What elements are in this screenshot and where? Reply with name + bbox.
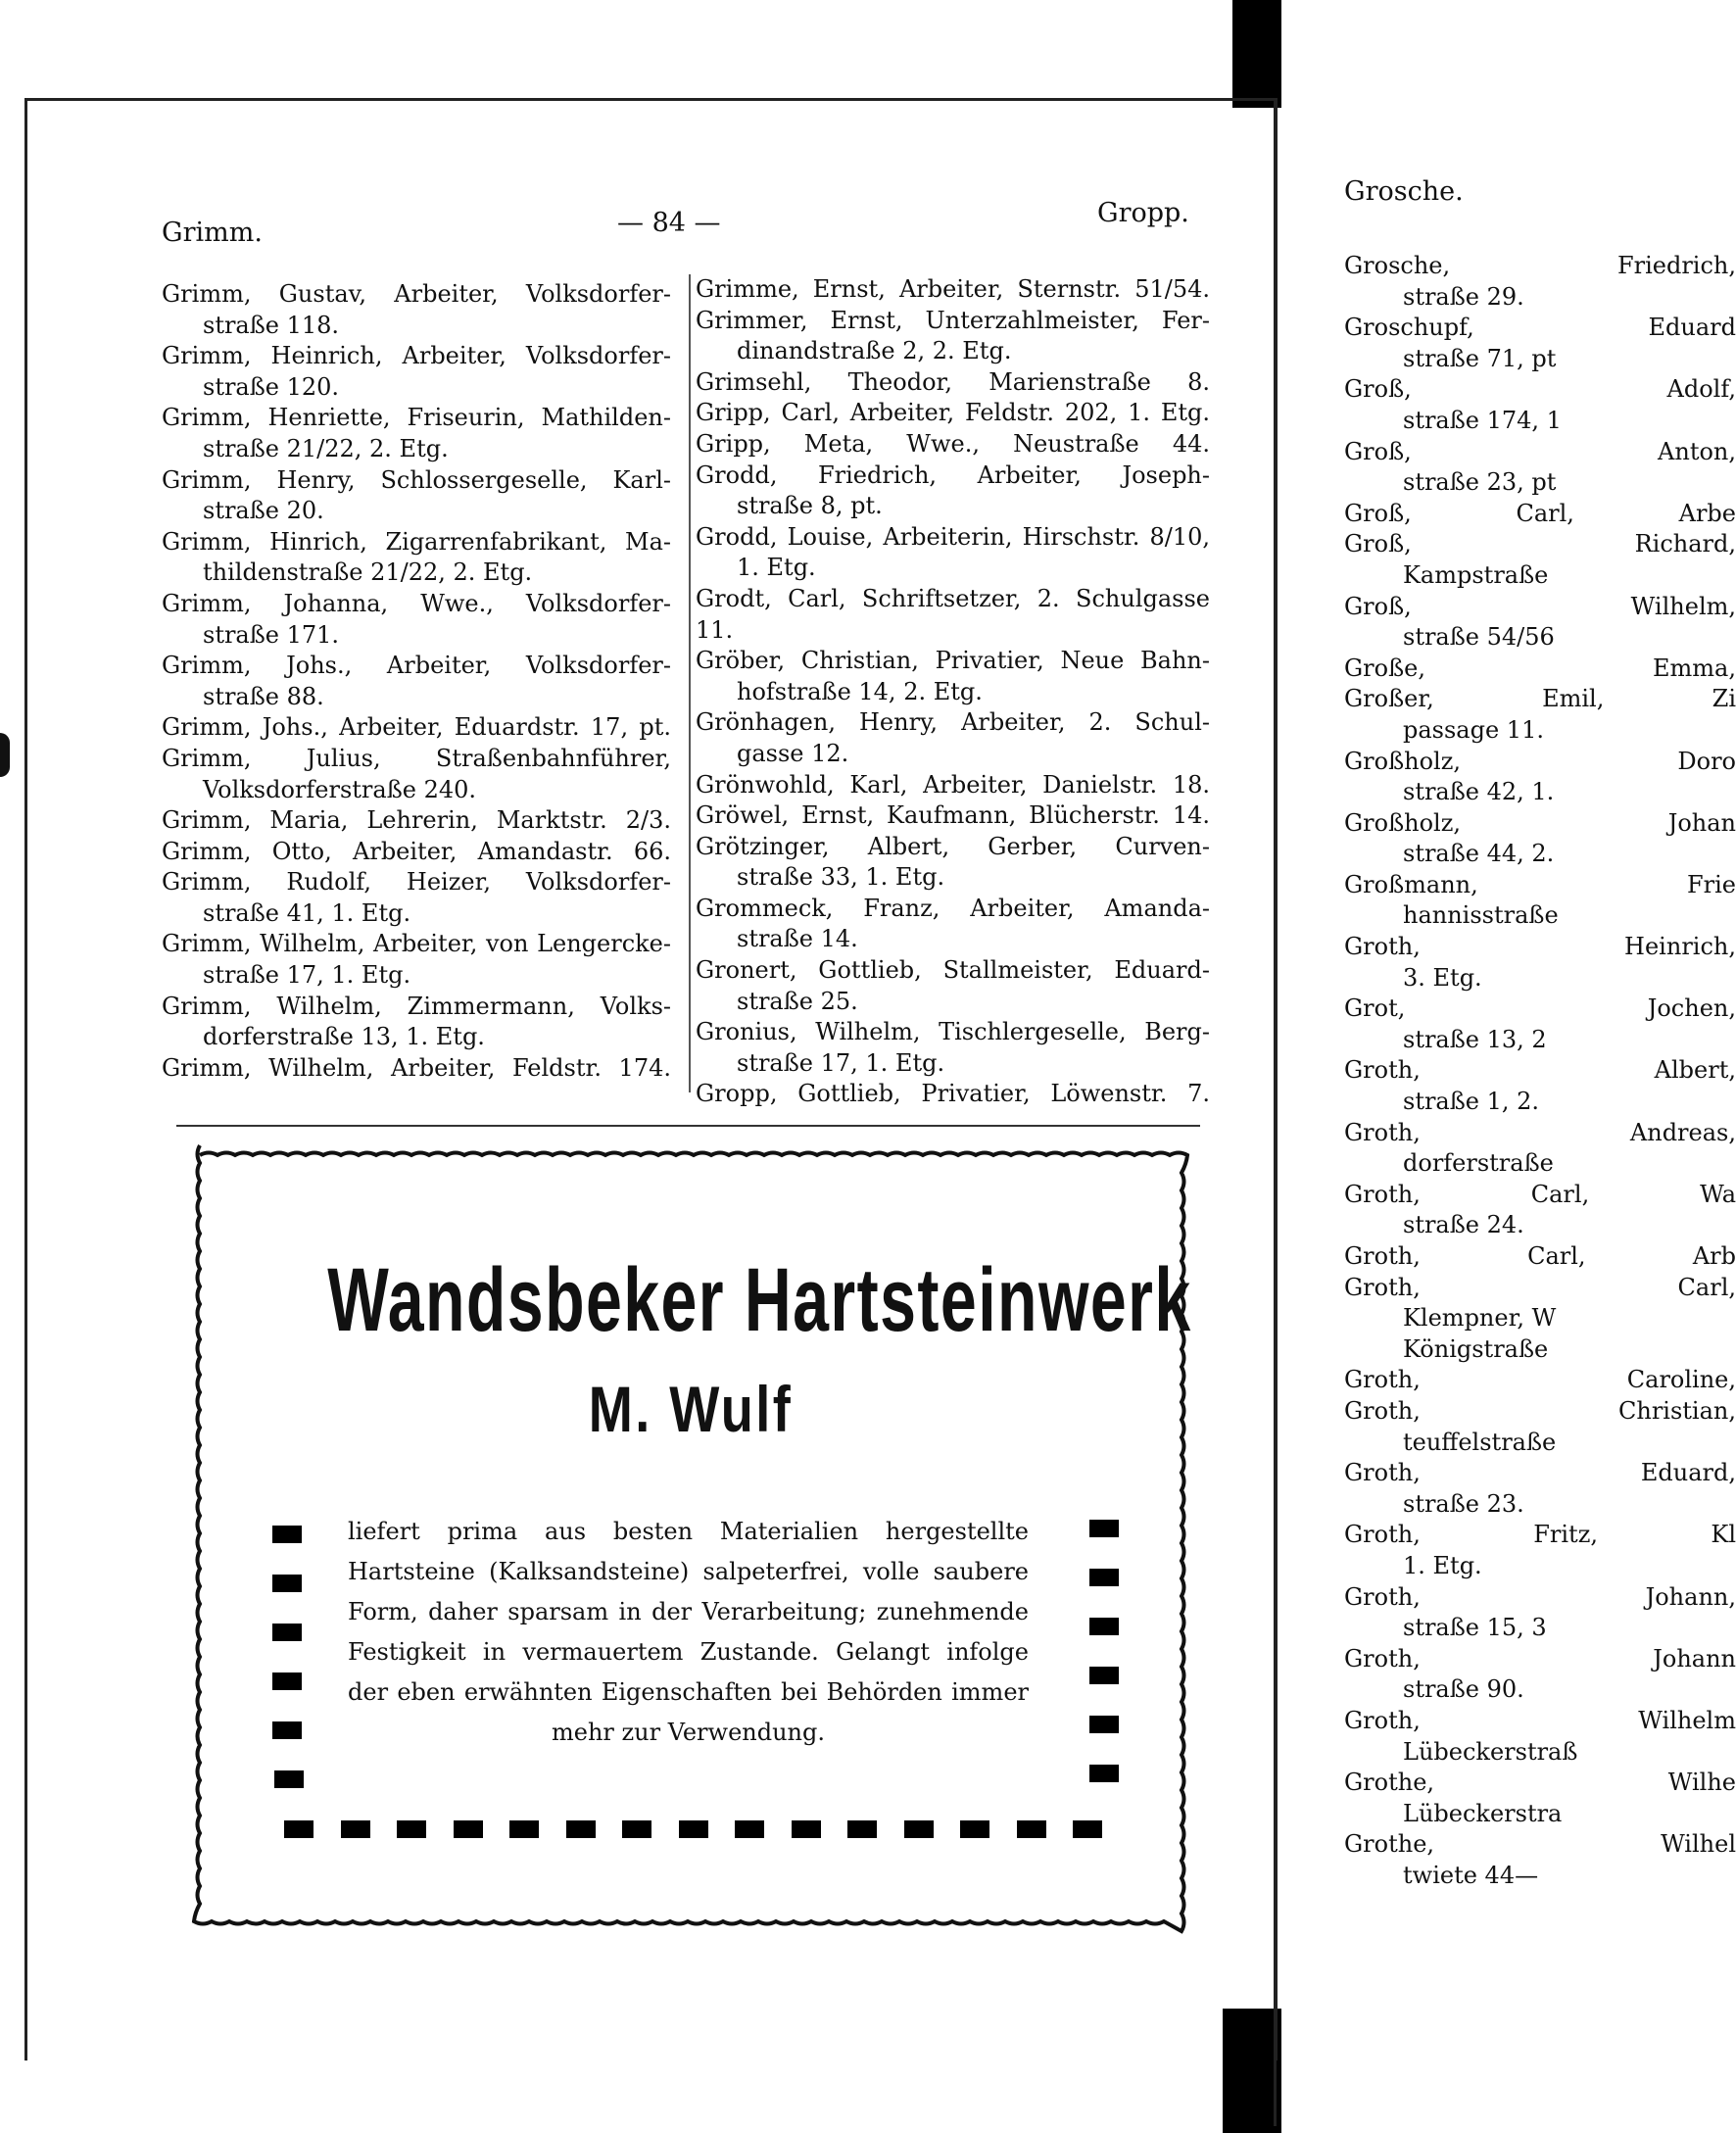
ad-title: Wandsbeker Hartsteinwerk xyxy=(327,1250,1192,1350)
entry-address-line: hofstraße 14, 2. Etg. xyxy=(737,677,983,705)
directory-entry xyxy=(1344,1365,1736,1396)
directory-entry xyxy=(696,832,1210,894)
directory-entry xyxy=(1344,1458,1736,1520)
entry-name-line: Groß, Richard, xyxy=(1344,530,1736,558)
entry-name-line: Grötzinger, Albert, Gerber, Curven- xyxy=(696,832,1210,860)
entry-name-line: Groth, Carl, xyxy=(1344,1273,1736,1301)
entry-name-line: Grönhagen, Henry, Arbeiter, 2. Schul- xyxy=(696,708,1210,737)
directory-column-right-partial xyxy=(1344,251,1736,1891)
entry-name-line: Großer, Emil, Zi xyxy=(1344,685,1736,713)
entry-name-line: Groth, Eduard, xyxy=(1344,1459,1736,1487)
entry-address-line: Volksdorferstraße 240. xyxy=(203,775,476,803)
entry-address-line: teuffelstraße xyxy=(1403,1428,1557,1456)
page-number: — 84 — xyxy=(617,208,721,238)
directory-entry xyxy=(1344,870,1736,932)
entry-name-line: Grimm, Heinrich, Arbeiter, Volksdorfer- xyxy=(162,342,671,370)
entry-name-line: Groth, Carl, Wa xyxy=(1344,1180,1736,1208)
directory-entry xyxy=(1344,1644,1736,1706)
ad-dash-square xyxy=(792,1820,821,1838)
directory-entry xyxy=(1344,1055,1736,1117)
section-rule xyxy=(176,1125,1200,1127)
entry-name-line: Gripp, Carl, Arbeiter, Feldstr. 202, 1. Etg. xyxy=(696,399,1210,427)
directory-entry xyxy=(1344,313,1736,374)
entry-address-line: Lübeckerstra xyxy=(1403,1799,1563,1827)
ad-bullet-square xyxy=(1089,1618,1119,1635)
entry-address-line: Königstraße xyxy=(1403,1334,1549,1363)
entry-name-line: Grot, Jochen, xyxy=(1344,994,1736,1023)
entry-name-line: Grimm, Johs., Arbeiter, Eduardstr. 17, pt. xyxy=(162,713,671,742)
directory-entry xyxy=(162,929,671,991)
ad-bullet-square xyxy=(1089,1765,1119,1782)
entry-address-line: straße 71, pt xyxy=(1403,344,1557,372)
ad-owner: M. Wulf xyxy=(588,1373,794,1445)
directory-entry xyxy=(162,1053,671,1085)
ad-dash-square xyxy=(566,1820,596,1838)
entry-address-line: dinandstraße 2, 2. Etg. xyxy=(737,337,1012,365)
directory-entry xyxy=(696,398,1210,429)
ad-dash-square xyxy=(1017,1820,1046,1838)
directory-entry xyxy=(696,646,1210,707)
entry-address-line: straße 41, 1. Etg. xyxy=(203,898,411,927)
ad-bullet-square xyxy=(1089,1667,1119,1684)
directory-entry xyxy=(162,992,671,1053)
ad-dash-square xyxy=(904,1820,934,1838)
directory-entry xyxy=(1344,747,1736,808)
entry-address-line: straße 23, pt xyxy=(1403,468,1557,497)
entry-address-line: straße 171. xyxy=(203,620,340,649)
entry-address-line: straße 118. xyxy=(203,311,340,339)
entry-name-line: Gröber, Christian, Privatier, Neue Bahn- xyxy=(696,647,1210,675)
directory-column-left xyxy=(162,279,671,1084)
entry-address-line: straße 17, 1. Etg. xyxy=(737,1048,945,1077)
entry-name-line: Grimm, Otto, Arbeiter, Amandastr. 66. xyxy=(162,837,671,865)
entry-address-line: straße 90. xyxy=(1403,1675,1524,1704)
entry-name-line: Grimm, Johanna, Wwe., Volksdorfer- xyxy=(162,589,671,617)
entry-name-line: Groth, Heinrich, xyxy=(1344,933,1736,961)
entry-name-line: Grimm, Johs., Arbeiter, Volksdorfer- xyxy=(162,652,671,680)
entry-name-line: Grothe, Wilhel xyxy=(1344,1830,1736,1859)
entry-address-line: straße 20. xyxy=(203,497,324,525)
running-header-right: Gropp. xyxy=(1097,198,1189,228)
ad-body-text: liefert prima aus besten Materialien hergestellte Hartsteine (Kalksandsteine) salpeterfrei, volle saubere Form, daher sparsam in der Verarbeitung; zunehmende Festigkeit in vermauertem Zustande. Gelangt infolge der eben erwähnten Eigenschaften bei Behörden immer mehr zur Verwendung. xyxy=(348,1518,1029,1746)
entry-address-line: straße 14. xyxy=(737,925,858,953)
directory-entry xyxy=(696,707,1210,769)
entry-name-line: Grommeck, Franz, Arbeiter, Amanda- xyxy=(696,894,1210,922)
ad-dash-square xyxy=(847,1820,877,1838)
entry-address-line: straße 24. xyxy=(1403,1211,1524,1239)
entry-name-line: Grimm, Gustav, Arbeiter, Volksdorfer- xyxy=(162,280,671,308)
directory-entry xyxy=(696,770,1210,801)
entry-address-line: straße 120. xyxy=(203,372,340,401)
entry-name-line: Groth, Fritz, Kl xyxy=(1344,1521,1736,1549)
directory-entry xyxy=(696,274,1210,306)
entry-address-line: dorferstraße 13, 1. Etg. xyxy=(203,1023,485,1051)
directory-entry xyxy=(162,403,671,464)
entry-address-line: straße 33, 1. Etg. xyxy=(737,863,945,892)
directory-entry xyxy=(1344,1582,1736,1644)
entry-name-line: Groth, Johann, xyxy=(1344,1582,1736,1611)
directory-entry xyxy=(162,867,671,929)
directory-entry xyxy=(162,279,671,341)
directory-entry xyxy=(1344,1768,1736,1829)
entry-name-line: Großholz, Doro xyxy=(1344,747,1736,775)
directory-entry xyxy=(1344,1273,1736,1334)
entry-name-line: Großholz, Johan xyxy=(1344,808,1736,837)
entry-name-line: Grimmer, Ernst, Unterzahlmeister, Fer- xyxy=(696,306,1210,334)
entry-address-line: straße 42, 1. xyxy=(1403,778,1555,806)
entry-name-line: Grimm, Wilhelm, Arbeiter, Feldstr. 174. xyxy=(162,1053,671,1082)
entry-address-line: dorferstraße xyxy=(1403,1149,1554,1178)
entry-name-line: Grimm, Henry, Schlossergeselle, Karl- xyxy=(162,465,671,494)
directory-entry xyxy=(1344,437,1736,499)
directory-entry xyxy=(696,894,1210,955)
ad-bullet-square xyxy=(272,1624,302,1641)
entry-name-line: Groß, Wilhelm, xyxy=(1344,592,1736,620)
ad-bullet-square xyxy=(1089,1569,1119,1586)
entry-address-line: straße 15, 3 xyxy=(1403,1614,1547,1642)
entry-address-line: passage 11. xyxy=(1403,715,1544,744)
directory-entry xyxy=(696,955,1210,1017)
entry-name-line: Grimm, Julius, Straßenbahnführer, xyxy=(162,744,671,772)
entry-address-line: hannisstraße xyxy=(1403,901,1559,930)
entry-name-line: Grosche, Friedrich, xyxy=(1344,252,1736,279)
directory-entry xyxy=(696,306,1210,367)
entry-name-line: Groth, Albert, xyxy=(1344,1056,1736,1085)
directory-entry xyxy=(696,522,1210,584)
entry-name-line: Gripp, Meta, Wwe., Neustraße 44. xyxy=(696,429,1210,458)
entry-address-line: straße 88. xyxy=(203,682,324,710)
entry-name-line: Grimm, Henriette, Friseurin, Mathilden- xyxy=(162,404,671,432)
directory-entry xyxy=(1344,684,1736,746)
ad-dash-square xyxy=(1073,1820,1102,1838)
entry-name-line: Grimm, Maria, Lehrerin, Marktstr. 2/3. xyxy=(162,806,671,835)
entry-address-line: straße 174, 1 xyxy=(1403,406,1562,434)
directory-entry xyxy=(1344,654,1736,685)
entry-name-line: Große, Emma, xyxy=(1344,654,1736,682)
entry-name-line: Gronert, Gottlieb, Stallmeister, Eduard- xyxy=(696,956,1210,985)
directory-entry xyxy=(1344,994,1736,1055)
running-header-left: Grimm. xyxy=(162,218,263,248)
directory-entry xyxy=(1344,1520,1736,1581)
ad-bullet-square xyxy=(1089,1520,1119,1537)
ad-dash-square xyxy=(960,1820,989,1838)
ad-dash-square xyxy=(509,1820,539,1838)
directory-entry xyxy=(162,341,671,403)
ad-dash-square xyxy=(284,1820,313,1838)
directory-entry xyxy=(162,527,671,589)
entry-name-line: Grimm, Hinrich, Zigarrenfabrikant, Ma- xyxy=(162,527,671,556)
ad-dash-square xyxy=(679,1820,708,1838)
directory-entry xyxy=(1344,251,1736,313)
entry-address-line: 3. Etg. xyxy=(1403,963,1482,992)
entry-name-line: Grimme, Ernst, Arbeiter, Sternstr. 51/54. xyxy=(696,275,1210,303)
entry-name-line: Grimsehl, Theodor, Marienstraße 8. xyxy=(696,367,1210,396)
entry-address-line: straße 44, 2. xyxy=(1403,840,1555,868)
entry-name-line: Groschupf, Eduard xyxy=(1344,314,1736,342)
directory-entry xyxy=(162,805,671,837)
column-divider xyxy=(689,274,691,1092)
entry-address-line: Lübeckerstraß xyxy=(1403,1737,1578,1766)
entry-name-line: Gröwel, Ernst, Kaufmann, Blücherstr. 14. xyxy=(696,801,1210,830)
directory-entry xyxy=(162,589,671,651)
directory-entry xyxy=(696,367,1210,399)
entry-address-line: twiete 44— xyxy=(1403,1861,1539,1889)
directory-entry xyxy=(1344,1829,1736,1891)
directory-entry xyxy=(1344,932,1736,994)
entry-name-line: Groth, Carl, Arb xyxy=(1344,1242,1736,1270)
entry-name-line: Gropp, Gottlieb, Privatier, Löwenstr. 7. xyxy=(696,1080,1210,1108)
advertisement-box xyxy=(186,1141,1195,1935)
entry-name-line: Groth, Wilhelm xyxy=(1344,1706,1736,1734)
entry-address-line: straße 1, 2. xyxy=(1403,1088,1540,1116)
entry-name-line: Grönwohld, Karl, Arbeiter, Danielstr. 18. xyxy=(696,770,1210,799)
directory-entry xyxy=(1344,592,1736,654)
directory-entry xyxy=(1344,1241,1736,1273)
entry-address-line: 1. Etg. xyxy=(737,554,816,582)
entry-name-line: Groß, Carl, Arbe xyxy=(1344,499,1736,527)
entry-name-line: Grodt, Carl, Schriftsetzer, 2. Schulgasse 11. xyxy=(696,584,1210,644)
directory-entry xyxy=(1344,1118,1736,1180)
entry-address-line: straße 23. xyxy=(1403,1489,1524,1518)
entry-name-line: Groth, Andreas, xyxy=(1344,1118,1736,1146)
entry-name-line: Groth, Caroline, xyxy=(1344,1366,1736,1394)
entry-address-line: Klempner, W xyxy=(1403,1304,1557,1333)
entry-address-line: straße 8, pt. xyxy=(737,492,883,520)
directory-entry xyxy=(1344,808,1736,870)
entry-address-line: thildenstraße 21/22, 2. Etg. xyxy=(203,558,533,587)
ad-bullet-square xyxy=(274,1770,304,1788)
entry-address-line: straße 54/56 xyxy=(1403,623,1555,652)
directory-entry xyxy=(1344,1334,1736,1366)
directory-entry xyxy=(162,465,671,527)
ad-dash-square xyxy=(454,1820,483,1838)
directory-entry xyxy=(162,837,671,868)
directory-entry xyxy=(696,800,1210,832)
entry-address-line: straße 29. xyxy=(1403,282,1524,311)
ad-dash-square xyxy=(735,1820,764,1838)
entry-address-line: Kampstraße xyxy=(1403,560,1549,589)
directory-entry xyxy=(696,584,1210,646)
entry-name-line: Groth, Christian, xyxy=(1344,1396,1736,1425)
ad-dash-square xyxy=(397,1820,426,1838)
ad-bullet-square xyxy=(272,1575,302,1592)
directory-entry xyxy=(162,744,671,805)
entry-name-line: Großmann, Frie xyxy=(1344,870,1736,898)
directory-entry xyxy=(696,429,1210,461)
entry-name-line: Grimm, Rudolf, Heizer, Volksdorfer- xyxy=(162,868,671,897)
ad-bullet-square xyxy=(1089,1716,1119,1733)
directory-entry xyxy=(696,461,1210,522)
entry-address-line: straße 13, 2 xyxy=(1403,1025,1547,1053)
directory-entry xyxy=(696,1017,1210,1079)
directory-entry xyxy=(1344,1180,1736,1241)
entry-address-line: gasse 12. xyxy=(737,739,849,767)
entry-name-line: Grothe, Wilhe xyxy=(1344,1769,1736,1797)
ad-dash-square xyxy=(622,1820,651,1838)
directory-entry xyxy=(696,1079,1210,1110)
ad-bullet-square xyxy=(272,1526,302,1543)
directory-entry xyxy=(1344,374,1736,436)
ad-dash-square xyxy=(341,1820,370,1838)
directory-entry xyxy=(1344,1396,1736,1458)
entry-name-line: Groß, Adolf, xyxy=(1344,375,1736,404)
entry-name-line: Grodd, Friedrich, Arbeiter, Joseph- xyxy=(696,461,1210,489)
entry-address-line: straße 21/22, 2. Etg. xyxy=(203,434,449,462)
directory-entry xyxy=(162,651,671,712)
right-page-fragment xyxy=(1274,0,1736,2133)
entry-name-line: Groß, Anton, xyxy=(1344,437,1736,465)
entry-address-line: straße 25. xyxy=(737,987,858,1015)
entry-name-line: Grimm, Wilhelm, Arbeiter, von Lengercke- xyxy=(162,930,671,958)
entry-address-line: straße 17, 1. Etg. xyxy=(203,961,411,990)
ad-bullet-square xyxy=(272,1672,302,1690)
ad-bullet-square xyxy=(272,1721,302,1739)
right-page-header: Grosche. xyxy=(1344,176,1464,207)
directory-entry xyxy=(1344,529,1736,591)
entry-name-line: Grimm, Wilhelm, Zimmermann, Volks- xyxy=(162,992,671,1020)
directory-entry xyxy=(1344,499,1736,530)
entry-name-line: Grodd, Louise, Arbeiterin, Hirschstr. 8/10, xyxy=(696,522,1210,551)
directory-entry xyxy=(162,712,671,744)
entry-address-line: 1. Etg. xyxy=(1403,1551,1482,1579)
directory-entry xyxy=(1344,1706,1736,1768)
scan-artifact xyxy=(0,733,10,777)
entry-name-line: Groth, Johann xyxy=(1344,1644,1736,1672)
entry-name-line: Gronius, Wilhelm, Tischlergeselle, Berg- xyxy=(696,1018,1210,1046)
directory-column-middle xyxy=(696,274,1210,1110)
